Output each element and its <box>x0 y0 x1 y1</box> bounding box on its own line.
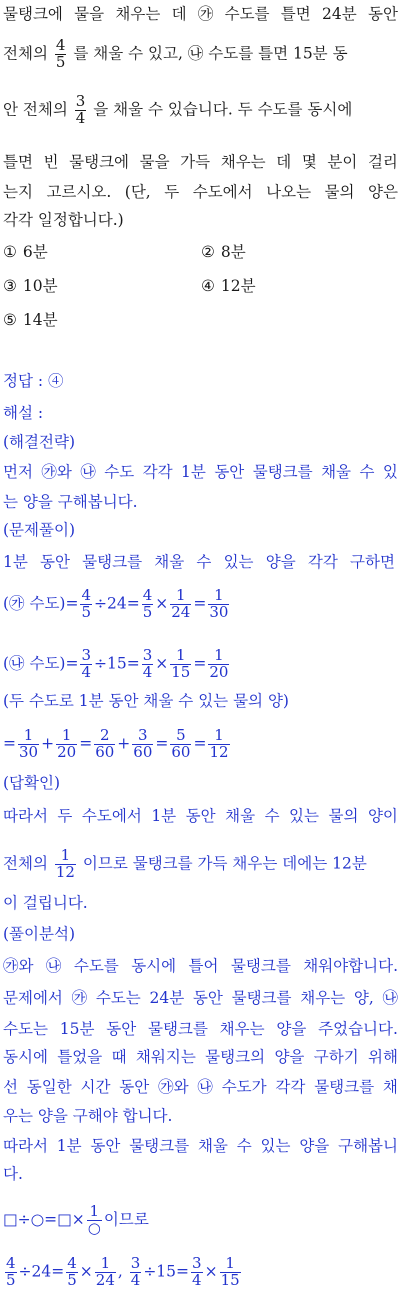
analysis-line-7 <box>3 1136 398 1156</box>
word: 동안 <box>214 463 245 481</box>
check-line-2: 전체의 $\frac{1}{12}$ 이므로 물탱크를 가득 채우는 데에는 12분 <box>3 846 367 881</box>
word: 동안 <box>192 989 223 1007</box>
word: 채울 <box>154 553 185 571</box>
word: 양을 <box>274 1048 305 1066</box>
fraction: $\frac{1}{12}$ <box>209 726 229 761</box>
word: 는지 <box>3 183 33 201</box>
word: 양을 <box>265 553 296 571</box>
fraction: $\frac{1}{15}$ <box>171 646 191 681</box>
fraction: $\frac{5}{60}$ <box>171 726 191 761</box>
word: 나오는 <box>266 183 312 201</box>
word: 1분 <box>56 1137 82 1155</box>
word: 동안 <box>185 807 216 825</box>
word: ㉯ <box>45 957 62 975</box>
fraction: $\frac{3}{4}$ <box>192 1254 202 1289</box>
word: 있 <box>382 463 398 481</box>
problem-line-6: 각각 일정합니다.) <box>3 211 124 229</box>
word: 동안 <box>106 1020 137 1038</box>
choice-2[interactable]: ② 8분 <box>201 243 246 261</box>
word: 두 <box>57 807 73 825</box>
word: 데 <box>171 5 187 23</box>
word: 채울 <box>197 1137 228 1155</box>
choice-1[interactable]: ① 6분 <box>3 243 48 261</box>
word: 1분 <box>3 553 28 571</box>
word: 주었습니다. <box>318 1020 398 1038</box>
text: 를 채울 수 있고, ㉯ 수도를 틀면 15분 동 <box>73 44 348 63</box>
fraction: $\frac{4}{5}$ <box>67 1254 77 1289</box>
problem-line-2 <box>3 38 398 71</box>
word: 채우는 <box>115 5 161 23</box>
equation-sum: = $\frac{1}{30}$ + $\frac{1}{20}$ = $\frac{2}{60}$ + $\frac{3}{60}$ = $\frac{5}{60}$ = $\frac{1}{12}$ <box>3 726 229 761</box>
problem-line-4 <box>3 152 398 172</box>
fraction: $\frac{4}{5}$ <box>81 586 92 621</box>
word: ㉮와 <box>158 1078 189 1096</box>
word: 채울 <box>225 807 256 825</box>
word: 빈 <box>43 153 59 171</box>
word: 수도를 <box>224 5 270 23</box>
word: 수 <box>359 463 375 481</box>
word: 동시에 <box>131 957 177 975</box>
word: 각각 <box>275 1078 306 1096</box>
word: 15분 <box>59 1020 95 1038</box>
word: 동안 <box>367 5 398 23</box>
fraction: $\frac{1}{30}$ <box>209 586 229 621</box>
equation-ga: (㉮ 수도)= $\frac{4}{5}$ ÷24= $\frac{4}{5}$ × $\frac{1}{24}$ = $\frac{1}{30}$ <box>3 586 229 621</box>
word: 수도는 <box>3 1020 48 1038</box>
word: 두 <box>164 183 180 201</box>
word: 채워지는 <box>135 1048 196 1066</box>
choice-5[interactable]: ⑤ 14분 <box>3 311 58 329</box>
word: 물탱크를 <box>231 989 292 1007</box>
word: 수도는 <box>95 989 141 1007</box>
fraction: $\frac{4}{5}$ <box>55 36 66 71</box>
fraction: 1 ○ <box>87 1202 101 1237</box>
problem-line-5 <box>3 182 398 202</box>
fraction: $\frac{1}{20}$ <box>57 726 77 761</box>
word: 동안 <box>40 553 70 571</box>
word: 시간 <box>80 1078 111 1096</box>
word: 물탱크에 <box>69 153 130 171</box>
explanation-label: 해설 : <box>3 404 44 422</box>
word: 물을 <box>74 5 105 23</box>
word: 수도에서 <box>192 183 253 201</box>
analysis-line-5 <box>3 1077 398 1097</box>
word: 틀면 <box>280 5 311 23</box>
word: 24분 <box>149 989 185 1007</box>
word: 채 <box>382 1078 398 1096</box>
word: 물의 <box>324 183 355 201</box>
analysis-line-8: 다. <box>3 1165 23 1183</box>
fraction: $\frac{1}{15}$ <box>220 1254 240 1289</box>
strategy-heading: (해결전략) <box>3 433 75 451</box>
word: 채우는 <box>219 1020 265 1038</box>
word: ㉮와 <box>3 957 34 975</box>
analysis-line-4 <box>3 1047 398 1067</box>
word: 문제에서 <box>3 989 63 1007</box>
text: 전체의 <box>3 44 48 63</box>
word: 틀면 <box>3 153 33 171</box>
word: 물의 <box>328 807 359 825</box>
fraction: $\frac{1}{24}$ <box>95 1254 115 1289</box>
fraction: $\frac{1}{30}$ <box>19 726 39 761</box>
fraction: $\frac{1}{24}$ <box>171 586 191 621</box>
word: 각각 <box>307 553 338 571</box>
word: 수도가 <box>221 1078 267 1096</box>
analysis-line-1 <box>3 956 398 976</box>
word: 데 <box>276 153 292 171</box>
word: 먼저 <box>3 463 33 481</box>
solution-heading: (문제풀이) <box>3 521 75 539</box>
choice-3[interactable]: ③ 10분 <box>3 277 58 295</box>
fraction: $\frac{3}{4}$ <box>142 646 153 681</box>
word: 물탱크의 <box>205 1048 266 1066</box>
fraction: $\frac{3}{4}$ <box>81 646 92 681</box>
equation-na: (㉯ 수도)= $\frac{3}{4}$ ÷15= $\frac{3}{4}$ × $\frac{1}{15}$ = $\frac{1}{20}$ <box>3 646 229 681</box>
word: 수 <box>264 807 280 825</box>
word: ㉮ <box>71 989 88 1007</box>
word: 몇 <box>301 153 317 171</box>
word: 구하기 <box>313 1048 359 1066</box>
word: 위해 <box>368 1048 398 1066</box>
word: ㉯ <box>80 463 96 481</box>
word: ㉮ <box>197 5 214 23</box>
word: 동안 <box>90 1137 121 1155</box>
word: 틀어 <box>188 957 219 975</box>
word: 채우는 <box>300 989 346 1007</box>
word: 양, <box>353 989 374 1007</box>
check-line-1 <box>3 806 398 826</box>
fraction: $\frac{3}{60}$ <box>133 726 153 761</box>
word: 구하면 <box>350 553 395 571</box>
word: 채울 <box>321 463 352 481</box>
word: 때 <box>111 1048 127 1066</box>
fraction: $\frac{4}{5}$ <box>6 1254 16 1289</box>
word: 1분 <box>151 807 177 825</box>
word: 1분 <box>181 463 206 481</box>
word: 틀었을 <box>57 1048 103 1066</box>
fraction: $\frac{3}{4}$ <box>130 1254 141 1289</box>
word: 24분 <box>322 5 357 23</box>
word: 물탱크를 <box>82 553 143 571</box>
final-equation: $\frac{4}{5}$ ÷24= $\frac{4}{5}$ × $\frac{1}{24}$ , $\frac{3}{4}$ ÷15= $\frac{3}{4}$ × $\frac{1}{15}$ <box>6 1254 240 1289</box>
word: 채워야합니다. <box>303 957 398 975</box>
word: 물을 <box>139 153 170 171</box>
word: 물탱크를 <box>147 1020 208 1038</box>
analysis-line-2 <box>3 988 398 1008</box>
word: 선 <box>3 1078 18 1096</box>
word: 있는 <box>223 553 254 571</box>
word: 따라서 <box>3 807 48 825</box>
problem-line-1 <box>3 4 398 24</box>
word: 분이 <box>327 153 358 171</box>
rule-equation: □÷○=□× 1 ○ 이므로 <box>3 1202 149 1237</box>
word: 채우는 <box>220 153 266 171</box>
word: 물탱크를 <box>252 463 313 481</box>
fraction: $\frac{1}{20}$ <box>209 646 229 681</box>
word: 수 <box>236 1137 252 1155</box>
word: 있는 <box>260 1137 291 1155</box>
word: 있는 <box>289 807 319 825</box>
text: 을 채울 수 있습니다. 두 수도를 동시에 <box>93 100 353 119</box>
check-heading: (답확인) <box>3 774 61 792</box>
word: 수도를 <box>73 957 119 975</box>
fraction: $\frac{4}{5}$ <box>142 586 153 621</box>
word: 물탱크를 <box>230 957 291 975</box>
problem-line-3 <box>3 94 398 127</box>
word: 구해봅니 <box>338 1137 398 1155</box>
word: ㉯ <box>382 989 398 1007</box>
word: 수도에서 <box>81 807 142 825</box>
word: 각각 <box>142 463 173 481</box>
word: 수 <box>196 553 212 571</box>
analysis-line-3 <box>3 1019 398 1039</box>
fraction: $\frac{3}{4}$ <box>75 92 86 127</box>
word: 양이 <box>367 807 398 825</box>
fraction: $\frac{1}{12}$ <box>55 846 75 881</box>
fraction: $\frac{2}{60}$ <box>95 726 115 761</box>
word: 가득 <box>180 153 211 171</box>
word: ㉯ <box>197 1078 213 1096</box>
check-line-3: 이 걸립니다. <box>3 894 88 912</box>
word: 동시에 <box>3 1048 48 1066</box>
word: 물탱크에 <box>3 5 63 23</box>
text: 안 전체의 <box>3 100 68 119</box>
both-taps-label: (두 수도로 1분 동안 채울 수 있는 물의 양) <box>3 692 289 710</box>
solution-line-1 <box>3 552 395 572</box>
strategy-line-2: 는 양을 구해봅니다. <box>3 493 138 511</box>
strategy-line-1 <box>3 462 398 482</box>
word: ㉮와 <box>41 463 72 481</box>
analysis-line-6: 우는 양을 구해야 합니다. <box>3 1107 173 1125</box>
analysis-heading: (풀이분석) <box>3 925 75 943</box>
choice-4[interactable]: ④ 12분 <box>201 277 256 295</box>
answer: 정답 : ④ <box>3 372 64 390</box>
word: 물탱크를 <box>314 1078 375 1096</box>
word: 양을 <box>299 1137 330 1155</box>
word: 걸리 <box>367 153 398 171</box>
word: 물탱크를 <box>129 1137 190 1155</box>
word: (단, <box>124 183 151 201</box>
word: 따라서 <box>3 1137 48 1155</box>
word: 고르시오. <box>46 183 112 201</box>
word: 동일한 <box>26 1078 72 1096</box>
word: 양을 <box>276 1020 307 1038</box>
word: 동안 <box>119 1078 150 1096</box>
word: 양은 <box>368 183 398 201</box>
word: 수도 <box>104 463 135 481</box>
